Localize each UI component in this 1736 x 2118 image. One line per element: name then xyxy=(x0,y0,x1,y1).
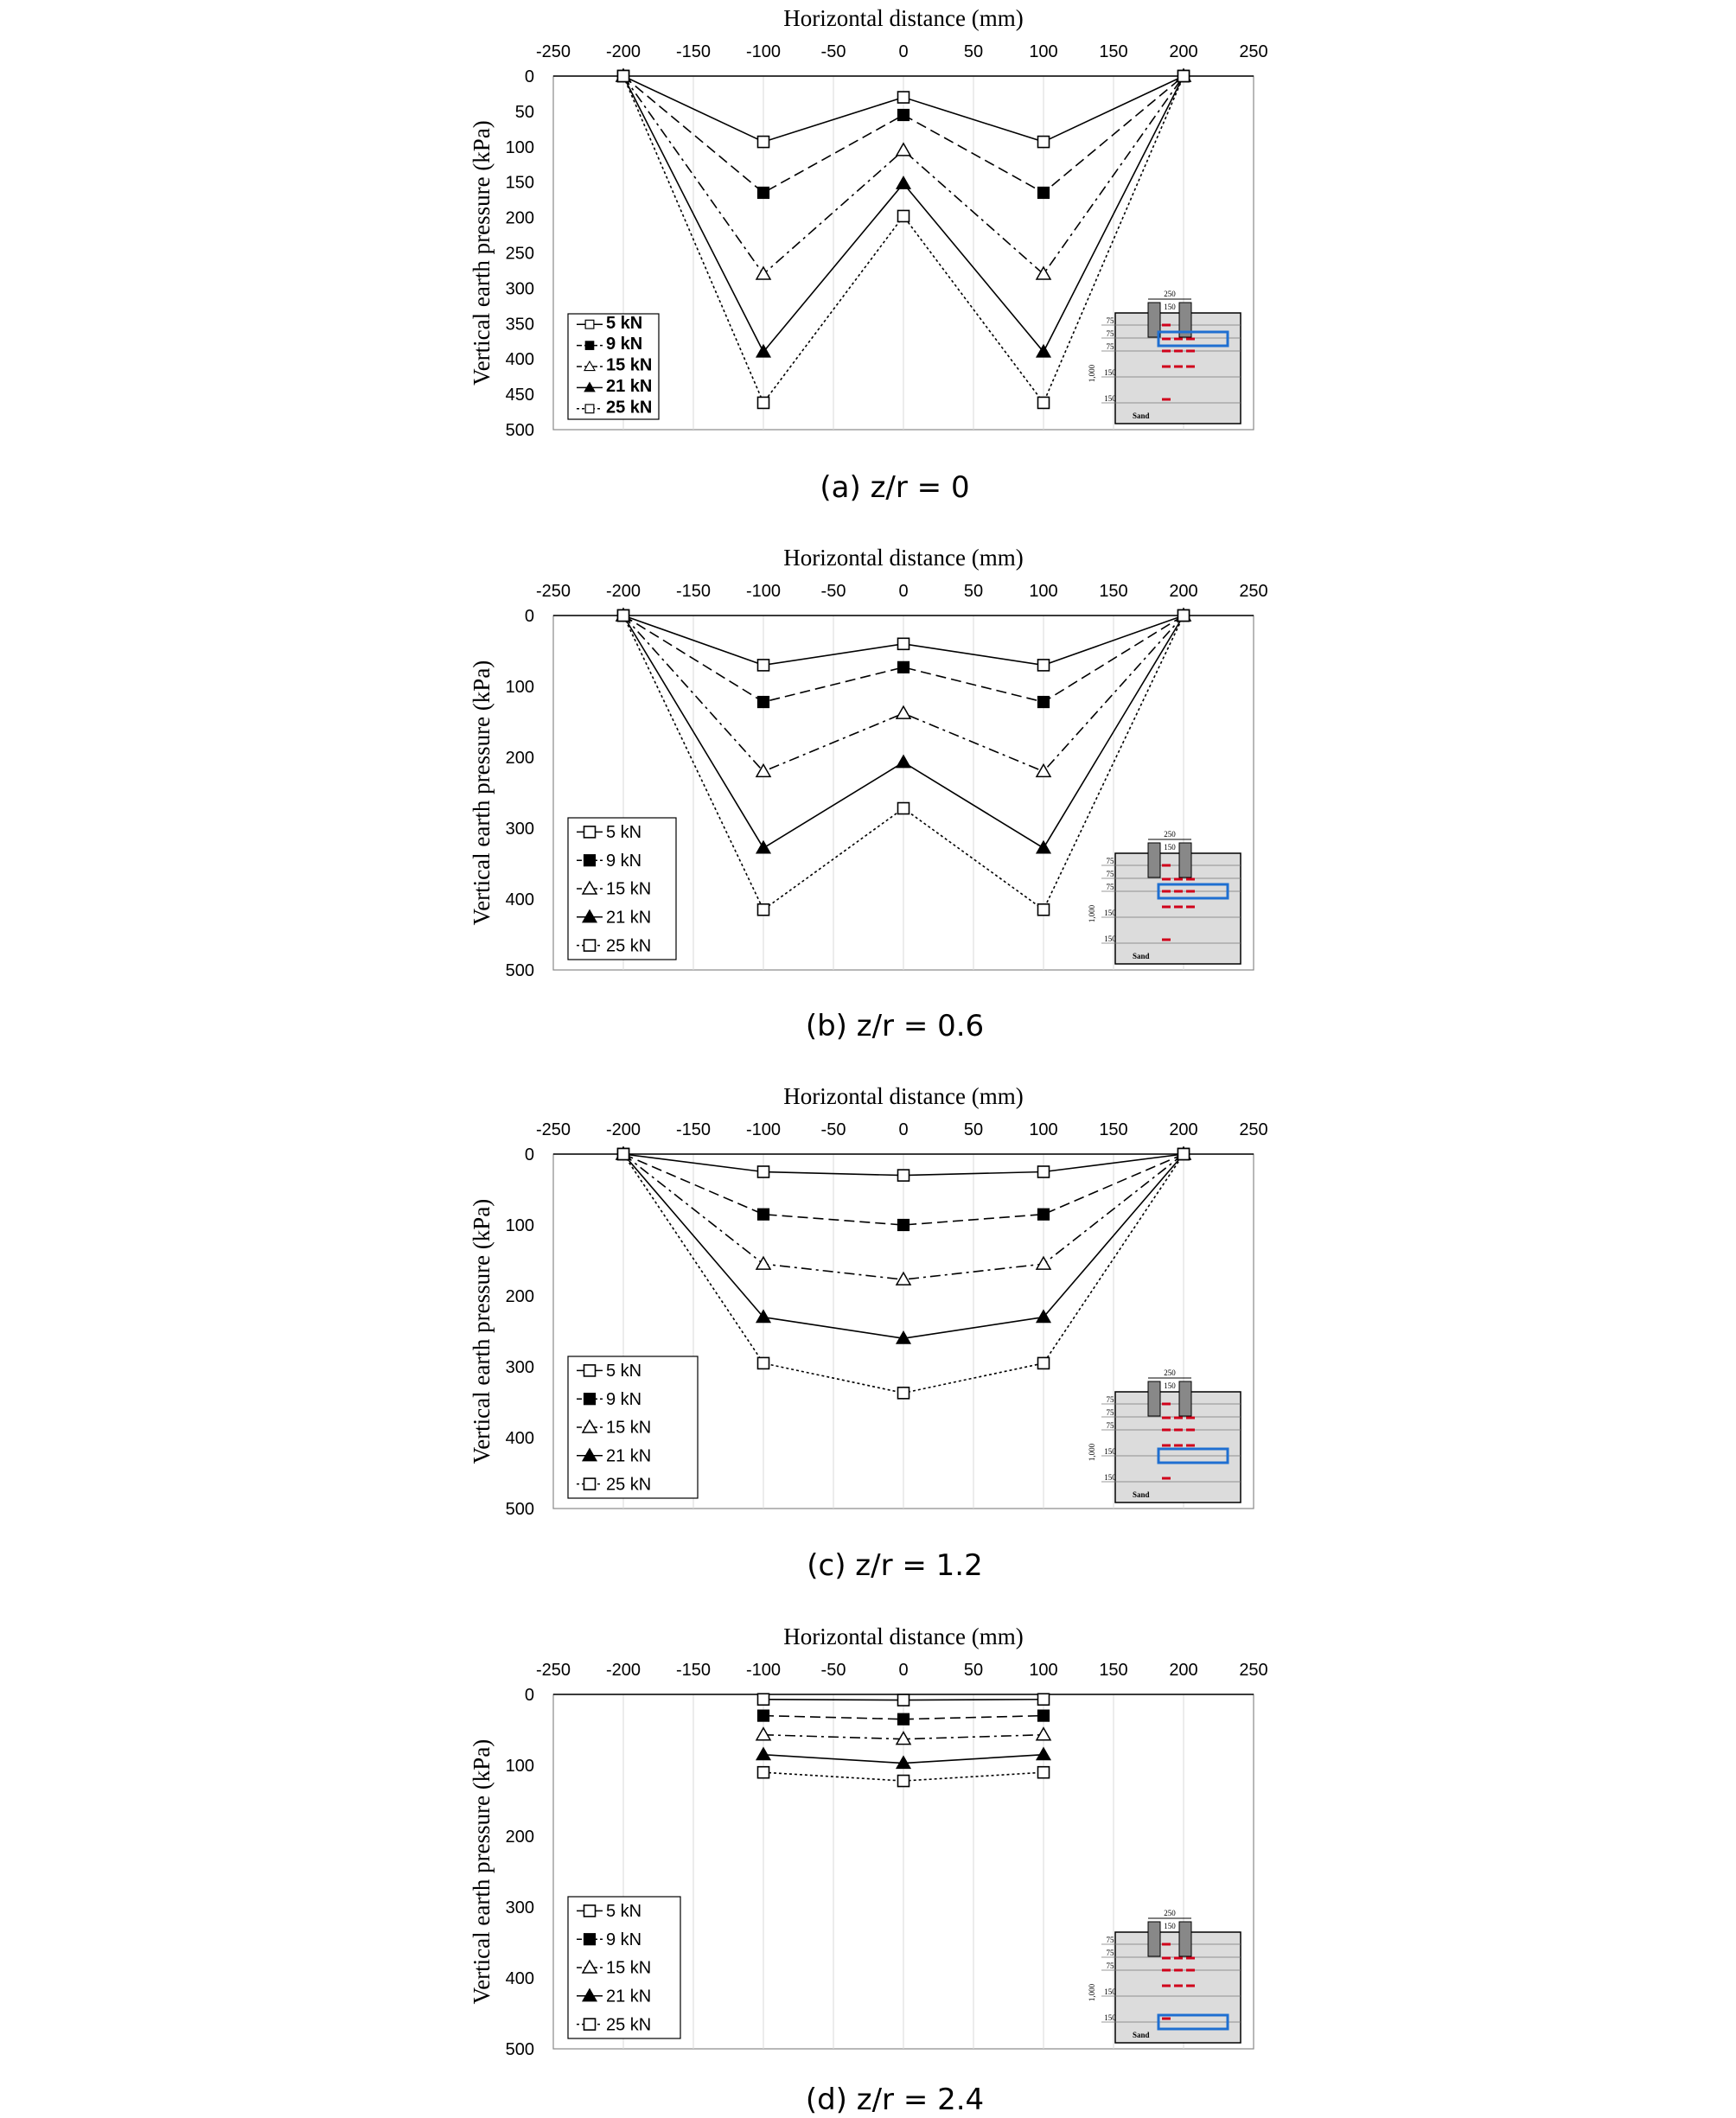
legend-marker xyxy=(585,320,594,329)
y-tick-label: 0 xyxy=(524,67,534,86)
inset-block-left xyxy=(1148,1381,1160,1416)
chart-panel-b xyxy=(469,545,1268,1043)
data-point xyxy=(1038,397,1050,408)
x-axis-title: Horizontal distance (mm) xyxy=(783,1624,1024,1649)
data-point xyxy=(1038,660,1050,671)
legend-label: 21 kN xyxy=(606,1987,652,2006)
y-axis-title: Vertical earth pressure (kPa) xyxy=(469,1738,495,2005)
data-point xyxy=(898,1694,909,1706)
data-point xyxy=(758,1710,769,1721)
y-tick-label: 0 xyxy=(524,607,534,626)
legend-label: 5 kN xyxy=(606,1902,642,1922)
legend-label: 9 kN xyxy=(606,1930,642,1949)
data-point xyxy=(1038,137,1050,148)
data-point xyxy=(758,1209,769,1220)
x-tick-label: 150 xyxy=(1099,1661,1128,1680)
panel-caption: (d) z/r = 2.4 xyxy=(805,2083,985,2117)
data-point xyxy=(898,1170,909,1181)
inset-layer-label: 150 xyxy=(1104,1447,1116,1456)
y-tick-label: 400 xyxy=(505,350,534,370)
x-tick-label: 50 xyxy=(963,1661,984,1680)
data-point xyxy=(618,71,629,82)
data-point xyxy=(758,1357,769,1368)
data-point xyxy=(1038,187,1050,198)
data-point xyxy=(898,1776,909,1787)
legend-label: 9 kN xyxy=(606,851,642,871)
x-tick-label: -200 xyxy=(605,1120,641,1139)
inset-layer-label: 75 xyxy=(1106,329,1114,338)
legend-marker-shape xyxy=(584,940,596,951)
y-tick-label: 0 xyxy=(524,1686,534,1705)
inset-layer-label: 75 xyxy=(1106,883,1114,891)
inset-block-left xyxy=(1148,1922,1160,1956)
x-tick-label: 250 xyxy=(1239,1120,1268,1139)
legend-marker-shape xyxy=(584,1365,596,1376)
data-point xyxy=(1038,1710,1050,1721)
legend-marker xyxy=(584,940,596,951)
inset-layer-label: 75 xyxy=(1106,870,1114,878)
inset-width-label: 250 xyxy=(1164,290,1176,298)
x-tick-label: 100 xyxy=(1029,42,1058,61)
x-tick-label: 100 xyxy=(1029,1661,1058,1680)
x-axis-title: Horizontal distance (mm) xyxy=(783,545,1024,571)
data-point xyxy=(1178,71,1190,82)
y-tick-label: 400 xyxy=(505,1969,534,1988)
legend-label: 9 kN xyxy=(606,335,643,354)
x-tick-label: -50 xyxy=(820,42,846,61)
data-point xyxy=(898,1388,909,1399)
legend-label: 25 kN xyxy=(606,936,652,956)
legend-marker xyxy=(584,2019,596,2030)
legend-marker xyxy=(584,826,596,838)
inset-width-label: 250 xyxy=(1164,830,1176,839)
inset-sand-box xyxy=(1115,1392,1241,1502)
data-point xyxy=(1038,1209,1050,1220)
inset-inner-label: 150 xyxy=(1164,843,1176,852)
inset-layer-label: 150 xyxy=(1104,394,1116,403)
panel-caption: (a) z/r = 0 xyxy=(820,470,970,505)
y-tick-label: 50 xyxy=(514,102,534,122)
data-point xyxy=(758,1166,769,1177)
data-point xyxy=(898,1220,909,1231)
chart-panel-d xyxy=(469,1624,1268,2117)
legend-label: 15 kN xyxy=(606,879,652,899)
inset-layer-label: 150 xyxy=(1104,2013,1116,2022)
x-tick-label: 50 xyxy=(963,582,984,601)
y-tick-label: 300 xyxy=(505,1898,534,1917)
x-tick-label: -200 xyxy=(605,42,641,61)
x-tick-label: 150 xyxy=(1099,1120,1128,1139)
data-point xyxy=(898,210,909,221)
data-point xyxy=(1038,904,1050,915)
data-point xyxy=(758,187,769,198)
inset-layer-label: 75 xyxy=(1106,1962,1114,1970)
data-point xyxy=(898,638,909,649)
x-tick-label: -150 xyxy=(675,582,712,601)
inset-layer-label: 75 xyxy=(1106,316,1114,325)
y-tick-label: 100 xyxy=(505,137,534,157)
data-point xyxy=(758,1694,769,1705)
x-tick-label: 250 xyxy=(1239,582,1268,601)
x-tick-label: 150 xyxy=(1099,582,1128,601)
x-tick-label: 250 xyxy=(1239,42,1268,61)
x-tick-label: -50 xyxy=(820,1120,846,1139)
x-tick-label: 0 xyxy=(898,42,909,61)
legend-marker-shape xyxy=(584,1478,596,1490)
legend-marker-shape xyxy=(584,1934,596,1945)
inset-sand-box xyxy=(1115,1932,1241,2043)
y-tick-label: 300 xyxy=(505,279,534,299)
x-tick-label: 150 xyxy=(1099,42,1128,61)
data-point xyxy=(898,661,909,673)
inset-depth-label: 1,000 xyxy=(1088,364,1096,383)
legend-label: 15 kN xyxy=(606,1418,652,1438)
legend-marker-shape xyxy=(584,855,596,866)
data-point xyxy=(1178,610,1190,622)
legend-marker-shape xyxy=(584,1905,596,1917)
y-tick-label: 350 xyxy=(505,315,534,335)
x-tick-label: -200 xyxy=(605,1661,641,1680)
legend-label: 15 kN xyxy=(606,355,653,375)
legend-label: 5 kN xyxy=(606,823,642,843)
inset-width-label: 250 xyxy=(1164,1909,1176,1917)
y-tick-label: 250 xyxy=(505,244,534,264)
data-point xyxy=(898,1713,909,1725)
inset-sand-label: Sand xyxy=(1133,2031,1150,2039)
legend-label: 21 kN xyxy=(606,376,653,396)
legend-marker xyxy=(584,1365,596,1376)
y-tick-label: 200 xyxy=(505,749,534,768)
legend-label: 25 kN xyxy=(606,1475,652,1495)
inset-layer-label: 150 xyxy=(1104,1987,1116,1996)
inset-block-left xyxy=(1148,843,1160,877)
legend xyxy=(568,1356,698,1498)
y-tick-label: 400 xyxy=(505,890,534,909)
legend xyxy=(568,314,659,419)
legend-marker-shape xyxy=(585,341,594,350)
legend-label: 15 kN xyxy=(606,1958,652,1978)
x-tick-label: 200 xyxy=(1169,1661,1198,1680)
inset-sand-box xyxy=(1115,313,1241,424)
data-point xyxy=(898,803,909,814)
legend-marker-shape xyxy=(584,1394,596,1405)
inset-layer-label: 75 xyxy=(1106,1936,1114,1944)
x-tick-label: 50 xyxy=(963,42,984,61)
x-tick-label: 0 xyxy=(898,582,909,601)
inset-sand-box xyxy=(1115,853,1241,964)
inset-depth-label: 1,000 xyxy=(1088,904,1096,923)
x-tick-label: 200 xyxy=(1169,582,1198,601)
legend-label: 5 kN xyxy=(606,313,643,333)
legend-label: 5 kN xyxy=(606,1362,642,1381)
y-tick-label: 100 xyxy=(505,1757,534,1776)
y-tick-label: 150 xyxy=(505,173,534,193)
inset-layer-label: 75 xyxy=(1106,857,1114,865)
y-axis-title: Vertical earth pressure (kPa) xyxy=(469,1198,495,1464)
x-tick-label: -100 xyxy=(745,42,782,61)
data-point xyxy=(758,660,769,671)
inset-layer-label: 75 xyxy=(1106,1395,1114,1404)
x-tick-label: 250 xyxy=(1239,1661,1268,1680)
x-tick-label: 50 xyxy=(963,1120,984,1139)
x-tick-label: -250 xyxy=(535,582,571,601)
data-point xyxy=(758,904,769,915)
inset-inner-label: 150 xyxy=(1164,1381,1176,1390)
data-point xyxy=(758,397,769,408)
inset-sand-label: Sand xyxy=(1133,411,1150,420)
legend-label: 21 kN xyxy=(606,908,652,928)
legend-label: 21 kN xyxy=(606,1446,652,1466)
x-axis-title: Horizontal distance (mm) xyxy=(783,1083,1024,1109)
x-tick-label: -100 xyxy=(745,1661,782,1680)
legend xyxy=(568,1897,680,2038)
inset-block-right xyxy=(1179,1922,1191,1956)
x-tick-label: 0 xyxy=(898,1661,909,1680)
inset-layer-label: 150 xyxy=(1104,935,1116,943)
y-tick-label: 500 xyxy=(505,421,534,440)
x-tick-label: -250 xyxy=(535,1120,571,1139)
y-tick-label: 450 xyxy=(505,386,534,405)
legend-marker xyxy=(585,341,594,350)
data-point xyxy=(1038,1166,1050,1177)
x-tick-label: 100 xyxy=(1029,582,1058,601)
data-point xyxy=(898,109,909,120)
inset-sand-label: Sand xyxy=(1133,952,1150,960)
x-tick-label: -250 xyxy=(535,1661,571,1680)
legend-marker-shape xyxy=(585,405,594,413)
legend-label: 25 kN xyxy=(606,2015,652,2035)
x-tick-label: 0 xyxy=(898,1120,909,1139)
x-tick-label: -100 xyxy=(745,1120,782,1139)
data-point xyxy=(1038,697,1050,708)
inset-depth-label: 1,000 xyxy=(1088,1443,1096,1462)
inset-layer-label: 75 xyxy=(1106,342,1114,351)
legend-label: 25 kN xyxy=(606,398,653,418)
y-tick-label: 200 xyxy=(505,1828,534,1847)
x-tick-label: -150 xyxy=(675,1120,712,1139)
inset-layer-label: 150 xyxy=(1104,368,1116,377)
data-point xyxy=(618,1149,629,1160)
inset-inner-label: 150 xyxy=(1164,303,1176,311)
legend-marker xyxy=(584,1934,596,1945)
inset-depth-label: 1,000 xyxy=(1088,1983,1096,2002)
legend-label: 9 kN xyxy=(606,1389,642,1409)
y-tick-label: 500 xyxy=(505,1500,534,1519)
x-tick-label: -50 xyxy=(820,582,846,601)
y-tick-label: 500 xyxy=(505,961,534,980)
inset-layer-label: 75 xyxy=(1106,1949,1114,1957)
data-point xyxy=(758,137,769,148)
data-point xyxy=(758,1767,769,1778)
y-tick-label: 300 xyxy=(505,820,534,839)
y-axis-title: Vertical earth pressure (kPa) xyxy=(469,120,495,386)
x-tick-label: -100 xyxy=(745,582,782,601)
legend xyxy=(568,818,676,960)
inset-layer-label: 75 xyxy=(1106,1421,1114,1430)
legend-marker-shape xyxy=(584,826,596,838)
x-tick-label: -200 xyxy=(605,582,641,601)
legend-marker xyxy=(584,1478,596,1490)
data-point xyxy=(1178,1149,1190,1160)
panel-caption: (c) z/r = 1.2 xyxy=(807,1548,983,1583)
inset-layer-label: 150 xyxy=(1104,909,1116,917)
y-axis-title: Vertical earth pressure (kPa) xyxy=(469,660,495,926)
data-point xyxy=(898,92,909,103)
inset-layer-label: 75 xyxy=(1106,1408,1114,1417)
y-tick-label: 100 xyxy=(505,1216,534,1235)
chart-panel-a xyxy=(469,5,1268,505)
inset-block-right xyxy=(1179,843,1191,877)
inset-block-right xyxy=(1179,1381,1191,1416)
y-tick-label: 0 xyxy=(524,1145,534,1164)
data-point xyxy=(758,697,769,708)
legend-marker-shape xyxy=(584,2019,596,2030)
inset-sand-label: Sand xyxy=(1133,1490,1150,1499)
y-tick-label: 500 xyxy=(505,2040,534,2059)
x-tick-label: -150 xyxy=(675,1661,712,1680)
x-tick-label: 200 xyxy=(1169,42,1198,61)
inset-width-label: 250 xyxy=(1164,1368,1176,1377)
y-tick-label: 200 xyxy=(505,208,534,228)
x-tick-label: 100 xyxy=(1029,1120,1058,1139)
legend-marker xyxy=(585,405,594,413)
data-point xyxy=(1038,1767,1050,1778)
x-axis-title: Horizontal distance (mm) xyxy=(783,5,1024,31)
y-tick-label: 300 xyxy=(505,1358,534,1377)
y-tick-label: 400 xyxy=(505,1429,534,1448)
x-tick-label: -250 xyxy=(535,42,571,61)
inset-inner-label: 150 xyxy=(1164,1922,1176,1930)
panel-caption: (b) z/r = 0.6 xyxy=(805,1009,985,1043)
y-tick-label: 100 xyxy=(505,678,534,697)
data-point xyxy=(618,610,629,622)
legend-marker xyxy=(584,1394,596,1405)
legend-marker xyxy=(584,1905,596,1917)
legend-marker-shape xyxy=(585,320,594,329)
data-point xyxy=(1038,1694,1050,1705)
inset-layer-label: 150 xyxy=(1104,1473,1116,1482)
x-tick-label: -50 xyxy=(820,1661,846,1680)
legend-marker xyxy=(584,855,596,866)
y-tick-label: 200 xyxy=(505,1287,534,1306)
data-point xyxy=(1038,1357,1050,1368)
x-tick-label: 200 xyxy=(1169,1120,1198,1139)
chart-panel-c xyxy=(469,1083,1268,1583)
x-tick-label: -150 xyxy=(675,42,712,61)
